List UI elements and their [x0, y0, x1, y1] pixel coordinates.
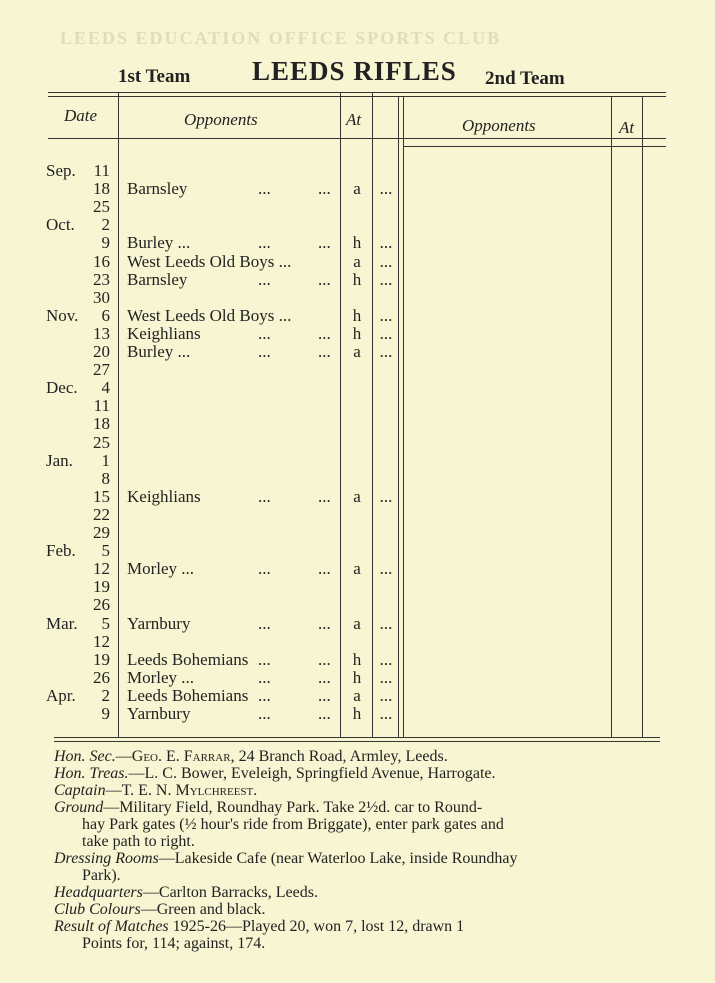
fixture-opponent: Keighlians — [127, 487, 201, 506]
leader-dots: ... — [318, 323, 331, 343]
leader-dots: ... — [318, 667, 331, 687]
fixture-venue: a — [353, 559, 361, 579]
column-header-at: At — [346, 110, 362, 129]
fixture-day: 13 — [93, 323, 110, 343]
fixture-opponent: Yarnbury — [127, 614, 191, 633]
headquarters-line: Headquarters—Carlton Barracks, Leeds. — [54, 884, 318, 901]
fixture-row — [0, 180, 715, 198]
fixture-day: 27 — [93, 360, 110, 380]
ground-text-2: hay Park gates (½ hour's ride from Briggate), enter park gates and — [82, 816, 504, 833]
ground-line: Ground—Military Field, Roundhay Park. Take 2½d. car to Round- — [54, 799, 483, 816]
fixture-venue: h — [352, 323, 362, 343]
leader-dots: ... — [258, 704, 271, 723]
hon-sec-line: Hon. Sec.—Geo. E. Farrar, 24 Branch Road, Armley, Leeds. — [54, 748, 448, 765]
hon-treas-line: Hon. Treas.—L. C. Bower, Eveleigh, Springfield Avenue, Harrogate. — [54, 765, 496, 782]
fixture-row — [0, 687, 715, 705]
ground-label: Ground — [54, 799, 104, 816]
leader-dots: ... — [258, 559, 271, 579]
fixture-row — [0, 488, 715, 506]
fixture-day: 30 — [93, 287, 110, 307]
fixture-day: 23 — [93, 269, 110, 289]
hon-sec-label: Hon. Sec. — [54, 748, 116, 765]
leader-dots: ... — [258, 613, 271, 633]
results-text-1: 1925-26—Played 20, won 7, lost 12, drawn 1 — [168, 918, 465, 935]
fixture-row — [0, 633, 715, 651]
fixture-opponent: Barnsley — [127, 180, 188, 199]
dressing-rooms-label: Dressing Rooms — [54, 850, 159, 867]
results-label: Result of Matches — [54, 918, 169, 935]
fixture-venue: h — [352, 667, 362, 687]
fixture-row — [0, 524, 715, 542]
fixture-opponent: Leeds Bohemians — [127, 650, 249, 669]
fixture-day: 26 — [93, 667, 110, 687]
fixture-row — [0, 452, 715, 470]
fixture-month: Sep. — [46, 161, 76, 180]
leader-dots: ... — [258, 342, 271, 361]
footer-rule-top — [54, 737, 660, 738]
captain-line: Captain—T. E. N. Mylchreest. — [54, 782, 258, 799]
fixture-row — [0, 325, 715, 343]
leader-dots: ... — [318, 342, 331, 361]
leader-dots: ... — [258, 233, 271, 253]
fixture-row — [0, 578, 715, 596]
fixture-row — [0, 234, 715, 252]
fixture-day: 25 — [93, 432, 110, 452]
fixture-row — [0, 470, 715, 488]
fixture-month: Dec. — [46, 378, 78, 398]
card-header — [48, 54, 668, 92]
fixture-row — [0, 415, 715, 433]
captain-name: T. E. N. Mylchreest. — [121, 782, 258, 799]
fixture-opponent: Keighlians — [127, 324, 201, 343]
leader-dots-at: ... — [379, 649, 393, 669]
column-header-opponents-2nd: Opponents — [462, 116, 536, 135]
leader-dots: ... — [258, 649, 271, 669]
leader-dots: ... — [318, 269, 331, 289]
footer-rule-bottom — [54, 741, 660, 742]
fixture-day: 12 — [93, 631, 110, 651]
leader-dots: ... — [258, 179, 271, 199]
fixture-venue: h — [352, 305, 362, 325]
leader-dots-at: ... — [379, 323, 393, 343]
ground-text-3: take path to right. — [82, 833, 195, 850]
fixture-venue: h — [352, 269, 362, 289]
fixture-opponent: West Leeds Old Boys ... — [127, 306, 292, 325]
fixture-row — [0, 615, 715, 633]
fixture-day: 16 — [93, 251, 110, 271]
fixture-venue: h — [352, 233, 362, 253]
fixture-day: 1 — [101, 450, 110, 470]
fixture-row — [0, 289, 715, 307]
fixture-row — [0, 253, 715, 271]
club-info — [54, 748, 664, 952]
fixture-row — [0, 596, 715, 614]
leader-dots: ... — [318, 179, 331, 199]
fixture-month: Oct. — [46, 215, 75, 235]
leader-dots: ... — [318, 233, 331, 253]
fixture-venue: h — [352, 704, 362, 723]
first-team-label: 1st Team — [118, 66, 191, 87]
leader-dots-at: ... — [379, 486, 393, 506]
club-title: LEEDS RIFLES — [252, 56, 457, 86]
fixture-row — [0, 379, 715, 397]
fixture-day: 11 — [93, 161, 110, 180]
leader-dots: ... — [318, 685, 331, 705]
fixture-day: 25 — [93, 197, 110, 217]
column-header-opponents: Opponents — [184, 110, 258, 129]
fixture-row — [0, 162, 715, 180]
column-header-at-2nd: At — [619, 118, 635, 137]
leader-dots: ... — [318, 649, 331, 669]
fixture-month: Apr. — [46, 685, 76, 705]
fixture-venue: a — [353, 342, 361, 361]
fixture-day: 8 — [101, 468, 110, 488]
leader-dots: ... — [258, 685, 271, 705]
hon-treas-label: Hon. Treas. — [54, 765, 129, 782]
leader-dots-at: ... — [379, 179, 393, 199]
fixture-venue: a — [353, 486, 361, 506]
fixture-row — [0, 198, 715, 216]
fixture-day: 4 — [101, 378, 110, 398]
captain-label: Captain — [54, 782, 106, 799]
fixture-day: 9 — [101, 704, 110, 723]
results-line — [54, 918, 664, 935]
fixture-month: Nov. — [46, 305, 79, 325]
faint-bleed-through-text: LEEDS EDUCATION OFFICE SPORTS CLUB — [60, 28, 502, 48]
header-rule-top — [48, 92, 666, 93]
hon-treas-text: L. C. Bower, Eveleigh, Springfield Avenue, Harrogate. — [144, 765, 496, 782]
fixture-row — [0, 397, 715, 415]
fixture-row — [0, 343, 715, 361]
fixture-row — [0, 216, 715, 234]
fixture-row — [0, 560, 715, 578]
leader-dots-at: ... — [379, 704, 393, 723]
fixture-venue: a — [353, 251, 361, 271]
club-colours-label: Club Colours — [54, 901, 141, 918]
leader-dots-at: ... — [379, 233, 393, 253]
second-team-label: 2nd Team — [485, 68, 565, 89]
leader-dots-at: ... — [379, 667, 393, 687]
fixture-day: 2 — [101, 685, 110, 705]
fixture-day: 29 — [93, 523, 110, 542]
fixture-day: 9 — [101, 233, 110, 253]
fixture-opponent: Barnsley — [127, 270, 188, 289]
fixture-opponent: Morley ... — [127, 560, 195, 579]
leader-dots: ... — [318, 486, 331, 506]
column-header-rule — [48, 138, 666, 139]
fixture-day: 26 — [93, 595, 110, 615]
fixture-day: 15 — [93, 486, 110, 506]
fixture-row — [0, 542, 715, 560]
fixture-row — [0, 669, 715, 687]
leader-dots-at: ... — [379, 559, 393, 579]
fixture-day: 18 — [93, 414, 110, 434]
club-colours-text: Green and black. — [156, 901, 266, 918]
club-colours-line: Club Colours—Green and black. — [54, 901, 266, 918]
leader-dots-at: ... — [379, 685, 393, 705]
leader-dots: ... — [258, 667, 271, 687]
fixture-day: 11 — [93, 396, 110, 416]
fixture-day: 5 — [101, 613, 110, 633]
hon-sec-address: , 24 Branch Road, Armley, Leeds. — [230, 748, 448, 765]
leader-dots: ... — [318, 704, 331, 723]
fixture-opponent: Burley ... — [127, 234, 191, 253]
results-text-2: Points for, 114; against, 174. — [82, 935, 266, 952]
headquarters-label: Headquarters — [54, 884, 143, 901]
fixture-month: Jan. — [46, 450, 73, 470]
fixture-month: Feb. — [46, 541, 76, 561]
fixture-venue: a — [353, 685, 361, 705]
leader-dots-at: ... — [379, 342, 393, 361]
column-header-rule-2nd — [403, 146, 666, 147]
fixture-venue: a — [353, 179, 361, 199]
leader-dots: ... — [258, 486, 271, 506]
fixture-venue: a — [353, 613, 361, 633]
fixture-day: 6 — [101, 305, 110, 325]
fixture-row — [0, 434, 715, 452]
leader-dots-at: ... — [379, 251, 393, 271]
leader-dots: ... — [318, 613, 331, 633]
fixture-row — [0, 271, 715, 289]
fixture-day: 5 — [101, 541, 110, 561]
fixture-venue: h — [352, 649, 362, 669]
column-header-date: Date — [64, 106, 98, 125]
header-rule-bottom — [48, 96, 666, 97]
fixture-day: 19 — [93, 577, 110, 597]
fixture-row — [0, 361, 715, 379]
leader-dots-at: ... — [379, 613, 393, 633]
fixture-day: 18 — [93, 179, 110, 199]
leader-dots: ... — [258, 323, 271, 343]
dressing-rooms-text-1: Lakeside Cafe (near Waterloo Lake, inside Roundhay — [174, 850, 518, 867]
leader-dots-at: ... — [379, 269, 393, 289]
fixture-row — [0, 506, 715, 524]
fixture-opponent: Burley ... — [127, 343, 191, 361]
dressing-rooms-line: Dressing Rooms—Lakeside Cafe (near Waterloo Lake, inside Roundhay — [54, 850, 518, 867]
fixture-opponent: West Leeds Old Boys ... — [127, 252, 292, 271]
leader-dots: ... — [318, 559, 331, 579]
fixture-opponent: Yarnbury — [127, 705, 191, 723]
leader-dots: ... — [258, 269, 271, 289]
fixture-day: 2 — [101, 215, 110, 235]
fixture-row — [0, 705, 715, 723]
fixture-month: Mar. — [46, 613, 78, 633]
fixture-day: 22 — [93, 504, 110, 524]
fixture-opponent: Morley ... — [127, 668, 195, 687]
headquarters-text: Carlton Barracks, Leeds. — [158, 884, 318, 901]
fixture-opponent: Leeds Bohemians — [127, 686, 249, 705]
fixture-day: 19 — [93, 649, 110, 669]
dressing-rooms-text-2: Park). — [82, 867, 121, 884]
fixture-row — [0, 307, 715, 325]
ground-text-1: Military Field, Roundhay Park. Take 2½d. car to Round- — [119, 799, 483, 816]
leader-dots-at: ... — [379, 305, 393, 325]
fixture-day: 20 — [93, 342, 110, 361]
fixture-day: 12 — [93, 559, 110, 579]
fixture-row — [0, 651, 715, 669]
hon-sec-name: Geo. E. Farrar — [131, 748, 231, 765]
